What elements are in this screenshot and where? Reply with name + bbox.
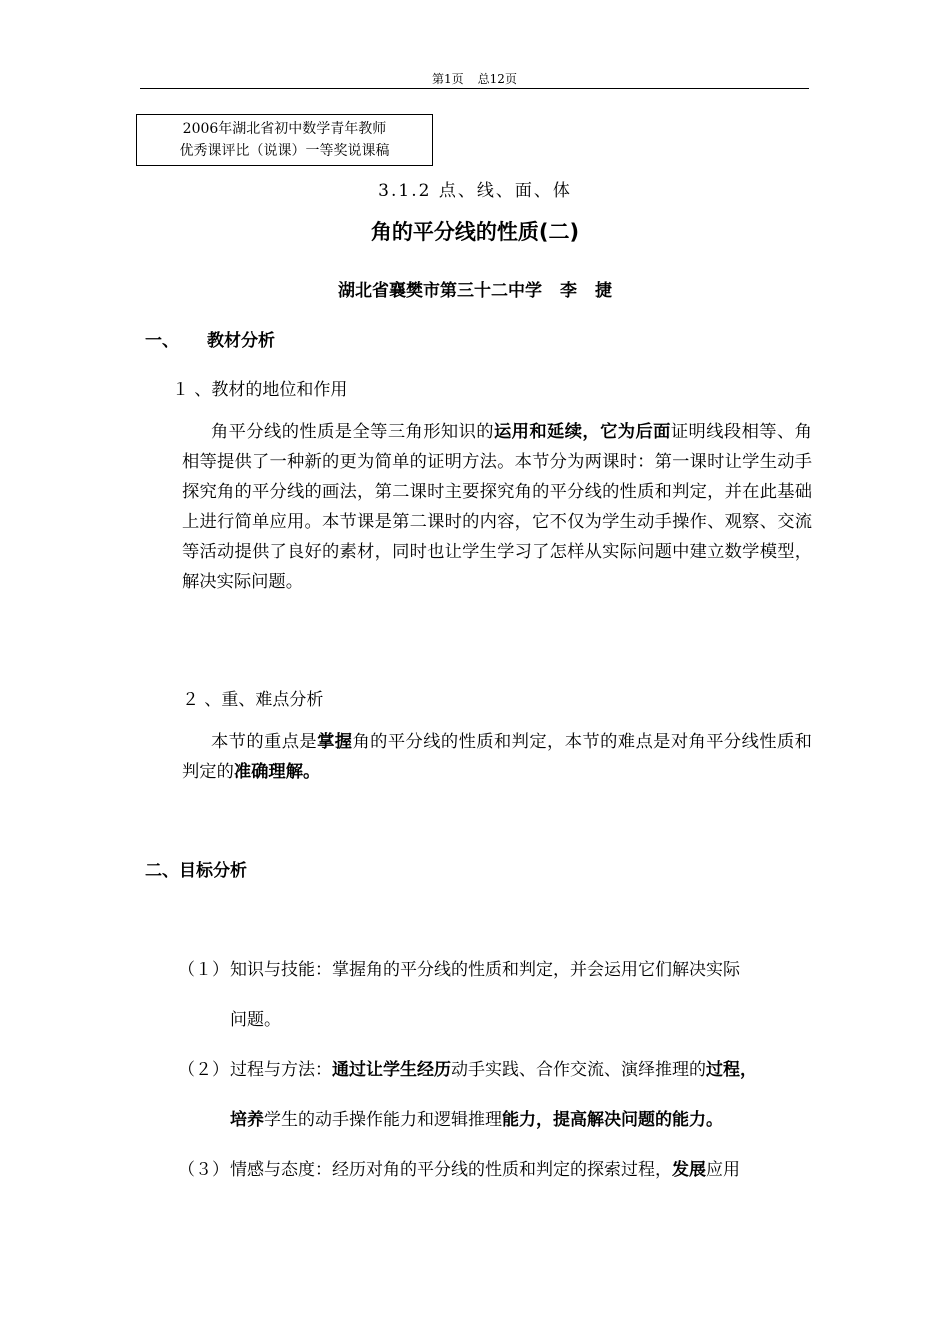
bold-segment: 运用和延续 [493, 422, 583, 442]
bold-segment: ， [740, 1060, 757, 1080]
text-segment: 证明线段相等、角相等提供了一种新的更为简单的证明方法。本节分为两课时：第一课时让学生动手探究角的平分线的画法，第二课时主要探究角的平分线的性质和判定，并在此基础上进行简单应用。本节课是第二课时的内容，它不仅为学生动手操作、观察、交流等活动提供了良好的素材，同时也让学生学习了怎样从实际问题中建立数学模型，解决实际问题。 [182, 422, 812, 592]
text-segment: 角的平分线的性质和判定，本节的难点是对角平分线性质和判定的 [182, 732, 812, 782]
heading-text: 教材分析 [207, 331, 275, 351]
bold-segment: ， [536, 1110, 553, 1130]
bold-segment: 能力 [502, 1110, 536, 1130]
author-line [0, 276, 950, 301]
subheading-position-role: １ 、教材的地位和作用 [172, 380, 348, 400]
page-total: 总12页 [477, 72, 517, 86]
objective-text: 知识与技能：掌握角的平分线的性质和判定，并会运用它们解决实际 [230, 960, 740, 980]
document-title: 角的平分线的性质(二) [370, 220, 580, 244]
objective-item-2-continued [230, 1105, 723, 1130]
objective-item-3 [178, 1155, 818, 1180]
page-number: 第1页 [432, 72, 464, 86]
bold-segment: 它为后面 [600, 422, 671, 442]
objective-item-1-continued: 问题。 [230, 1010, 281, 1030]
objective-text: 应用 [706, 1160, 740, 1180]
text-segment: 本节的重点是 [211, 732, 318, 752]
text-segment: ， [582, 422, 601, 442]
objective-number: （２） [178, 1060, 229, 1080]
bold-segment: 提高解决问题的能力。 [553, 1110, 723, 1130]
page-header [140, 70, 809, 89]
objective-number: （３） [178, 1160, 229, 1180]
award-line-1: 2006年湖北省初中数学青年教师 [182, 121, 387, 137]
objective-text: 学生的动手操作能力和逻辑推理 [264, 1110, 502, 1130]
award-box [136, 114, 433, 166]
bold-segment: 过程 [706, 1060, 740, 1080]
paragraph-key-difficult-points [182, 727, 812, 787]
text-segment: 角平分线的性质是全等三角形知识的 [211, 422, 494, 442]
heading-textbook-analysis [145, 326, 275, 351]
bold-segment: 掌握 [317, 732, 353, 752]
author-school: 湖北省襄樊市第三十二中学 [338, 281, 542, 301]
objective-item-1 [178, 955, 818, 980]
author-name-1: 李 [560, 281, 577, 301]
objective-text: 动手实践、合作交流、演绎推理的 [451, 1060, 706, 1080]
objective-text: 过程与方法： [230, 1060, 332, 1080]
bold-segment: 准确理解。 [233, 762, 321, 782]
bold-segment: 通过让学生经历 [332, 1060, 451, 1080]
objective-text: 情感与态度：经历对角的平分线的性质和判定的探索过程， [230, 1160, 672, 1180]
author-name-2: 捷 [595, 281, 612, 301]
paragraph-position-role [182, 417, 812, 597]
bold-segment: 发展 [672, 1160, 706, 1180]
heading-num: 一、 [145, 331, 179, 351]
bold-segment: 培养 [230, 1110, 264, 1130]
award-line-2: 优秀课评比（说课）一等奖说课稿 [179, 143, 390, 159]
section-number: 3.1.2 点、线、面、体 [378, 181, 572, 201]
subheading-key-difficult-points: ２ 、重、难点分析 [182, 690, 324, 710]
objective-number: （１） [178, 960, 229, 980]
objective-item-2 [178, 1055, 818, 1080]
heading-goal-analysis: 二、目标分析 [145, 861, 247, 881]
